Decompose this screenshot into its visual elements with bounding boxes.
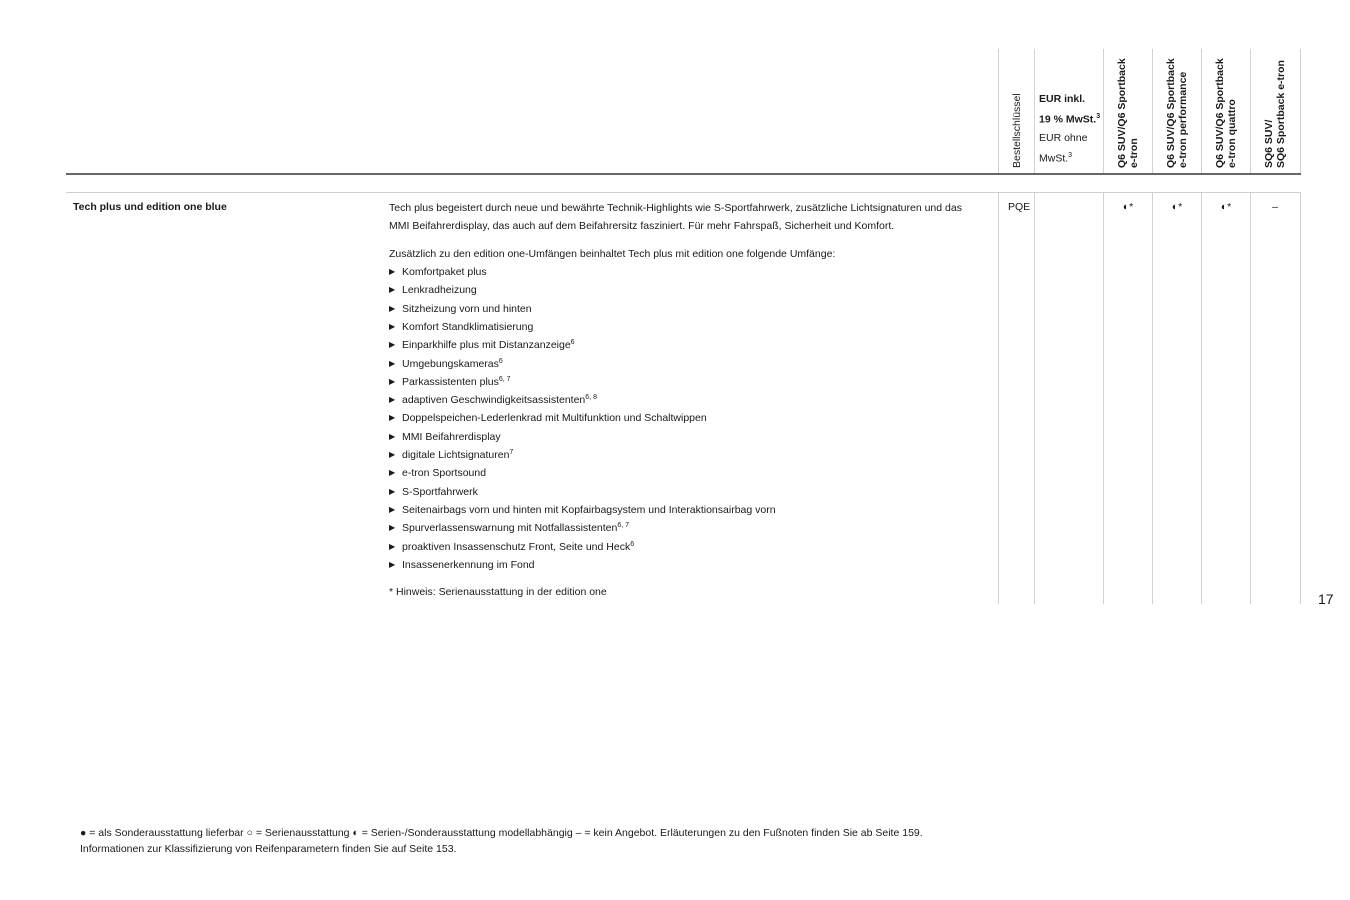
header-model-q6-performance: Q6 SUV/Q6 Sportback e-tron performance [1165, 58, 1189, 168]
feature-list-item: ▶ e-tron Sportsound [389, 464, 989, 482]
bullet-triangle-icon: ▶ [389, 376, 396, 386]
column-divider [1034, 193, 1035, 604]
header-order-key: Bestellschlüssel [1011, 93, 1023, 168]
footnote-line: Informationen zur Klassifizierung von Reifenparametern finden Sie auf Seite 153. [80, 843, 457, 855]
feature-list-item: ▶ Sitzheizung vorn und hinten [389, 300, 989, 318]
bullet-triangle-icon: ▶ [389, 285, 396, 295]
feature-list-item: ▶ Einparkhilfe plus mit Distanzanzeige$^6$ [389, 336, 989, 354]
column-divider [1201, 49, 1202, 173]
bullet-triangle-icon: ▶ [389, 523, 396, 533]
column-divider [1034, 49, 1035, 173]
availability-sq6: – [1272, 201, 1278, 213]
bullet-triangle-icon: ▶ [389, 486, 396, 496]
header-price-incl-vat: 19 % MwSt.$^3$ [1039, 113, 1101, 126]
header-model-sq6: SQ6 SUV/ SQ6 Sportback e-tron [1263, 60, 1287, 168]
list-intro: Zusätzlich zu den edition one-Umfängen beinhaltet Tech plus mit edition one folgende Umfänge: [389, 247, 836, 260]
feature-list-item: ▶ Lenkradheizung [389, 281, 989, 299]
header-price-excl-vat: MwSt.$^3$ [1039, 151, 1073, 164]
feature-list-item: ▶ Insassenerkennung im Fond [389, 556, 989, 574]
bullet-triangle-icon: ▶ [389, 559, 396, 569]
edition-note: * Hinweis: Serienausstattung in der edition one [389, 586, 607, 599]
bullet-triangle-icon: ▶ [389, 431, 396, 441]
header-rule [66, 173, 1301, 175]
header-model-q6-etron: Q6 SUV/Q6 Sportback e-tron [1116, 58, 1140, 168]
feature-list-item: ▶ Umgebungskameras$^6$ [389, 355, 989, 373]
feature-list-item: ▶ Seitenairbags vorn und hinten mit Kopfairbagsystem und Interaktionsairbag vorn [389, 501, 989, 519]
header-model-q6-quattro: Q6 SUV/Q6 Sportback e-tron quattro [1214, 58, 1238, 168]
bullet-triangle-icon: ▶ [389, 413, 396, 423]
column-divider [1201, 193, 1202, 604]
header-price-incl: EUR inkl. [1039, 93, 1086, 105]
column-divider [1300, 49, 1301, 173]
feature-list-item: ▶ S-Sportfahrwerk [389, 483, 989, 501]
bullet-triangle-icon: ▶ [389, 504, 396, 514]
bullet-triangle-icon: ▶ [389, 303, 396, 313]
feature-list-item: ▶ Komfort Standklimatisierung [389, 318, 989, 336]
availability-q6-etron: ◐* [1122, 201, 1134, 213]
column-divider [1152, 193, 1153, 604]
row-description [389, 199, 989, 602]
intro-line: MMI Beifahrerdisplay, das auch auf dem Beifahrersitz fasziniert. Für mehr Fahrspaß, Sicherheit und Komfort. [389, 220, 895, 233]
feature-list-item: ▶ MMI Beifahrerdisplay [389, 428, 989, 446]
column-divider [1250, 193, 1251, 604]
bullet-triangle-icon: ▶ [389, 358, 396, 368]
column-divider [1103, 193, 1104, 604]
header-price-excl: EUR ohne [1039, 131, 1088, 144]
feature-list-item: ▶ proaktiven Insassenschutz Front, Seite und Heck$^6$ [389, 538, 989, 556]
feature-list-item: ▶ Komfortpaket plus [389, 263, 989, 281]
bullet-triangle-icon: ▶ [389, 340, 396, 350]
feature-list-item: ▶ adaptiven Geschwindigkeitsassistenten$^{6, 8}$ [389, 391, 989, 409]
bullet-triangle-icon: ▶ [389, 450, 396, 460]
feature-list-item: ▶ Doppelspeichen-Lederlenkrad mit Multifunktion und Schaltwippen [389, 409, 989, 427]
column-divider [1250, 49, 1251, 173]
availability-q6-quattro: ◐* [1220, 201, 1232, 213]
feature-list-item: ▶ Spurverlassenswarnung mit Notfallassistenten$^{6, 7}$ [389, 519, 989, 537]
order-code: PQE [1008, 201, 1031, 213]
column-divider [998, 193, 999, 604]
legend-footer [80, 825, 923, 857]
feature-list-item: ▶ digitale Lichtsignaturen$^7$ [389, 446, 989, 464]
page-number: 17 [1318, 591, 1334, 607]
intro-line: Tech plus begeistert durch neue und bewährte Technik-Highlights wie S-Sportfahrwerk, zusätzliche Lichtsignaturen und das [389, 202, 962, 214]
row-rule [66, 192, 1301, 193]
column-divider [1152, 49, 1153, 173]
bullet-triangle-icon: ▶ [389, 541, 396, 551]
bullet-triangle-icon: ▶ [389, 468, 396, 478]
feature-list [389, 263, 989, 574]
availability-q6-performance: ◐* [1171, 201, 1183, 213]
bullet-triangle-icon: ▶ [389, 321, 396, 331]
feature-list-item: ▶ Parkassistenten plus$^{6, 7}$ [389, 373, 989, 391]
bullet-triangle-icon: ▶ [389, 267, 396, 277]
bullet-triangle-icon: ▶ [389, 395, 396, 405]
row-title: Tech plus und edition one blue [73, 201, 227, 213]
column-divider [1300, 193, 1301, 604]
column-divider [998, 49, 999, 173]
legend-line: ● = als Sonderausstattung lieferbar ○ = Serienausstattung ◐ = Serien-/Sonderausstattung modellabhängig – = kein Angebot. Erläuterungen zu den Fußnoten finden Sie ab Seite 159. [80, 827, 923, 839]
header-price [1039, 90, 1104, 167]
